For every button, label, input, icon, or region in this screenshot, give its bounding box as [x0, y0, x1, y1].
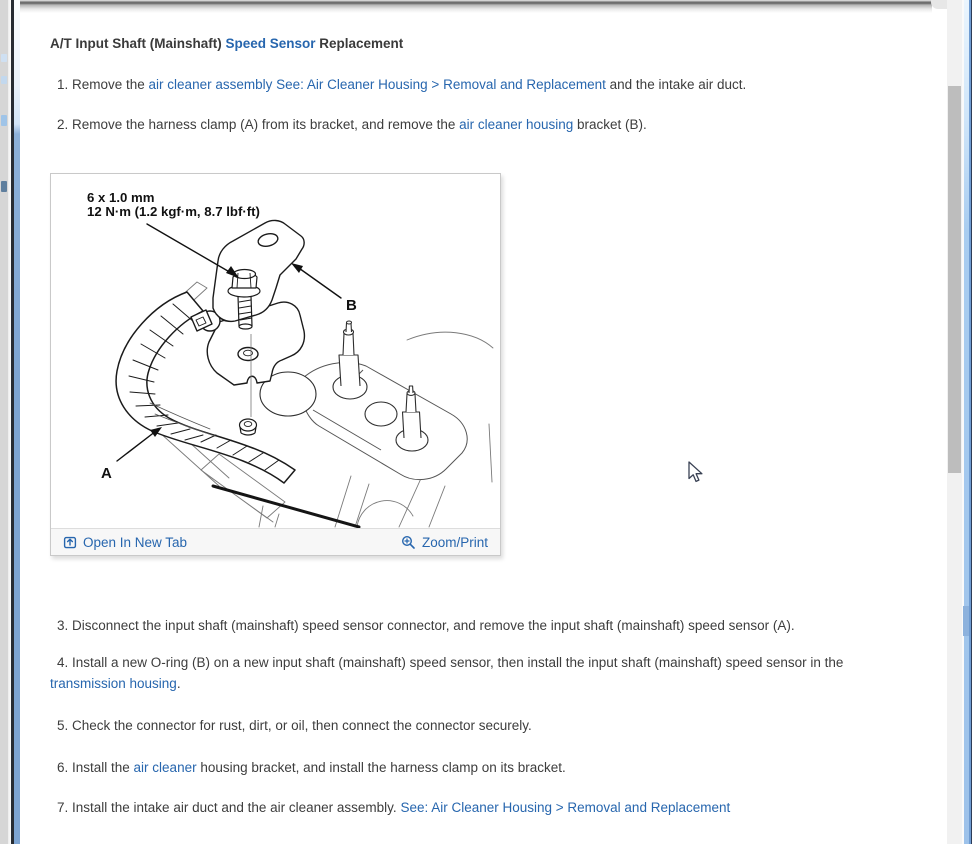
figure-toolbar — [51, 528, 500, 555]
page-title-text: Replacement — [315, 36, 404, 51]
top-toolbar-edge — [20, 0, 932, 13]
speed-sensor-link[interactable]: Speed Sensor — [225, 36, 316, 51]
mouse-cursor — [688, 461, 706, 485]
page-title — [50, 33, 403, 54]
left-strip-marker — [1, 54, 7, 62]
step-2-text: bracket (B). — [573, 117, 647, 132]
figure-panel — [50, 173, 501, 556]
transmission-housing-link[interactable]: transmission housing — [50, 676, 177, 691]
step-6-text: housing bracket, and install the harness clamp on its bracket. — [196, 760, 566, 775]
torque-spec-line2: 12 N·m (1.2 kgf·m, 8.7 lbf·ft) — [87, 204, 260, 219]
left-strip-marker — [1, 76, 7, 84]
open-in-new-tab-icon — [63, 535, 77, 549]
zoom-print-link[interactable] — [401, 535, 488, 550]
step-7 — [50, 797, 920, 818]
open-in-new-tab-label: Open In New Tab — [83, 534, 188, 550]
top-right-corner-piece — [931, 0, 947, 9]
torque-spec-line1: 6 x 1.0 mm — [87, 190, 155, 205]
step-1 — [50, 74, 920, 95]
left-blue-frame — [14, 0, 20, 844]
diagram-label-b: B — [346, 297, 357, 314]
step-4-text: 4. Install a new O-ring (B) on a new input shaft (mainshaft) speed sensor, then install the input shaft (mainshaft) speed sensor in the — [57, 655, 844, 670]
vertical-scrollbar-thumb[interactable] — [948, 86, 961, 473]
step-6-text: 6. Install the — [57, 760, 134, 775]
step-1-text: and the intake air duct. — [605, 77, 747, 92]
step-4-text: . — [176, 676, 181, 691]
air-cleaner-assembly-link[interactable]: air cleaner assembly See: Air Cleaner Housing > Removal and Replacement — [148, 77, 606, 92]
step-2-text: 2. Remove the harness clamp (A) from its bracket, and remove the — [57, 117, 460, 132]
speed-sensor-diagram — [51, 174, 500, 528]
see-air-cleaner-housing-link[interactable]: See: Air Cleaner Housing > Removal and Replacement — [400, 800, 731, 815]
air-cleaner-housing-link[interactable]: air cleaner housing — [459, 117, 574, 132]
step-6 — [50, 757, 920, 778]
step-2 — [50, 114, 920, 135]
step-5 — [50, 715, 920, 736]
left-edge-gray-strip — [0, 0, 8, 844]
zoom-print-label: Zoom/Print — [421, 534, 488, 550]
air-cleaner-link[interactable]: air cleaner — [133, 760, 197, 775]
left-strip-marker — [1, 115, 7, 126]
page-title-text: A/T Input Shaft (Mainshaft) — [50, 36, 226, 51]
step-7-text: 7. Install the intake air duct and the air cleaner assembly. — [57, 800, 401, 815]
left-strip-marker — [1, 181, 7, 192]
step-3-text: 3. Disconnect the input shaft (mainshaft) speed sensor connector, and remove the input shaft (mainshaft) speed sensor (A). — [57, 618, 795, 633]
step-3 — [50, 615, 920, 636]
step-1-text: 1. Remove the — [57, 77, 149, 92]
right-frame-patch — [963, 606, 969, 636]
zoom-magnifier-icon — [401, 535, 416, 550]
step-5-text: 5. Check the connector for rust, dirt, or oil, then connect the connector securely. — [57, 718, 532, 733]
open-in-new-tab-link[interactable] — [63, 535, 187, 550]
step-4 — [50, 652, 920, 694]
diagram-label-a: A — [101, 465, 112, 482]
